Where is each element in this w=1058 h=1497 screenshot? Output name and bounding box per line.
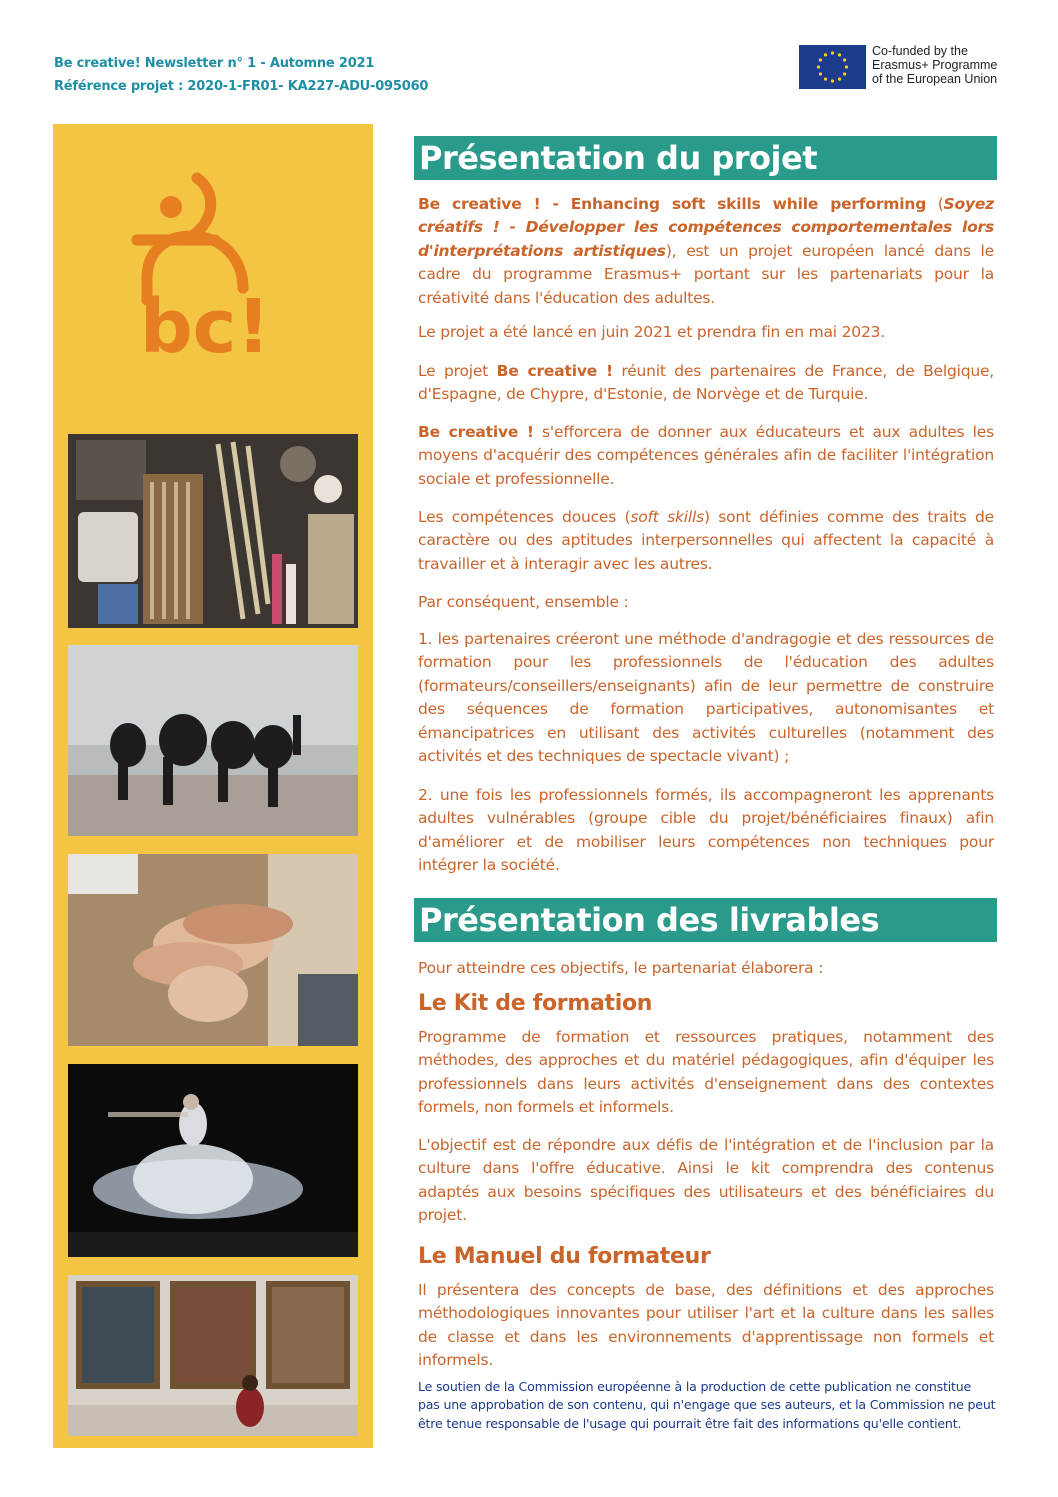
eu-line-3: of the European Union	[872, 72, 998, 86]
eu-disclaimer: Le soutien de la Commission européenne à la production de cette publication ne constitue pas une approbation de son contenu, qui n'engage que ses auteurs, et la Commission ne peut être tenue responsable de l'usage qui pourrait être fait des informations qu'elle contient.	[418, 1379, 996, 1431]
soft-skills-term: soft skills	[630, 508, 704, 526]
soft-skills-pre: Les compétences douces (	[418, 508, 631, 526]
eu-stars-icon	[799, 45, 866, 89]
paragraph-trainer-manual: Il présentera des concepts de base, des définitions et des approches méthodologiques innovantes pour utiliser l'art et la culture dans les salles de classe et dans les environnements d'apprentissage non formels et informels.	[418, 1281, 994, 1370]
subheading-trainer-manual: Le Manuel du formateur	[418, 1244, 711, 1269]
be-creative-logo	[125, 170, 285, 370]
project-name: Be creative ! - Enhancing soft skills while performing	[418, 195, 927, 213]
paragraph-goals	[418, 421, 994, 491]
project-name-french: Soyez créatifs ! - Développer les compétences comportementales lors d'interprétations artistiques	[418, 195, 994, 260]
paragraph-partners	[418, 360, 994, 407]
goals-rest: s'efforcera de donner aux éducateurs et aux adultes les moyens d'acquérir des compétences générales afin de faciliter l'intégration sociale et professionnelle.	[418, 423, 994, 488]
eu-flag	[799, 45, 866, 89]
paragraph-deliverables-intro: Pour atteindre ces objectifs, le partenariat élaborera :	[418, 959, 824, 977]
photo-art-supplies	[68, 434, 358, 628]
partners-project-name: Be creative !	[496, 362, 613, 380]
paragraph-training-kit-1: Programme de formation et ressources pratiques, notamment des méthodes, des approches et du matériel pédagogiques, afin d'équiper les professionnels dans leurs activités d'enseignement dans des contextes formels, non formels et informels.	[418, 1028, 994, 1117]
newsletter-title: Be creative! Newsletter n° 1 - Automne 2021	[54, 56, 375, 71]
heading-deliverables: Présentation des livrables	[414, 898, 997, 942]
soft-skills-rest: ) sont définies comme des traits de caractère ou des aptitudes interpersonnelles qui affectent la capacité à travailler et à interagir avec les autres.	[418, 508, 994, 573]
subheading-training-kit: Le Kit de formation	[418, 991, 653, 1016]
photo-dancers	[68, 645, 358, 836]
logo-text: bc!	[139, 284, 271, 370]
eu-cofunding-text	[872, 44, 997, 86]
heading-project-presentation: Présentation du projet	[414, 136, 997, 180]
partners-rest: réunit des partenaires de France, de Belgique, d'Espagne, de Chypre, d'Estonie, de Norvège et de Turquie.	[418, 362, 995, 404]
eu-line-1: Co-funded by the	[872, 44, 968, 58]
eu-line-2: Erasmus+ Programme	[872, 58, 998, 72]
paragraph-point-2: 2. une fois les professionnels formés, ils accompagneront les apprenants adultes vulnérables (groupe cible du projet/bénéficiaires finaux) afin d'améliorer et de mobiliser leurs compétences non techniques pour intégrer la société.	[418, 786, 994, 875]
photo-whirling-dancer	[68, 1064, 358, 1257]
photo-stacked-hands	[68, 854, 358, 1046]
goals-project-name: Be creative !	[418, 423, 534, 441]
paragraph-project-intro	[418, 193, 994, 310]
partners-pre: Le projet	[418, 362, 497, 380]
project-reference: Référence projet : 2020-1-FR01- KA227-ADU-095060	[54, 79, 429, 94]
paragraph-soft-skills	[418, 506, 994, 576]
paragraph-project-dates: Le projet a été lancé en juin 2021 et prendra fin en mai 2023.	[418, 323, 886, 341]
paragraph-point-1: 1. les partenaires créeront une méthode d'andragogie et des ressources de formation pour les professionnels de l'éducation des adultes (formateurs/conseillers/enseignants) afin de leur permettre de construire des séquences de formation participatives, autonomisantes et émancipatrices en utilisant des activités culturelles (notamment des activités et des techniques de spectacle vivant) ;	[418, 630, 994, 766]
photo-museum	[68, 1275, 358, 1436]
intro-rest: ), est un projet européen lancé dans le cadre du programme Erasmus+ portant sur les partenariats pour la créativité dans l'éducation des adultes.	[418, 241, 994, 307]
intro-open-paren: (	[926, 195, 944, 213]
paragraph-training-kit-2: L'objectif est de répondre aux défis de l'intégration et de l'inclusion par la culture dans l'offre éducative. Ainsi le kit comprendra des contenus adaptés aux besoins spécifiques des utilisateurs et des bénéficiaires du projet.	[418, 1136, 994, 1225]
paragraph-therefore: Par conséquent, ensemble :	[418, 593, 629, 611]
